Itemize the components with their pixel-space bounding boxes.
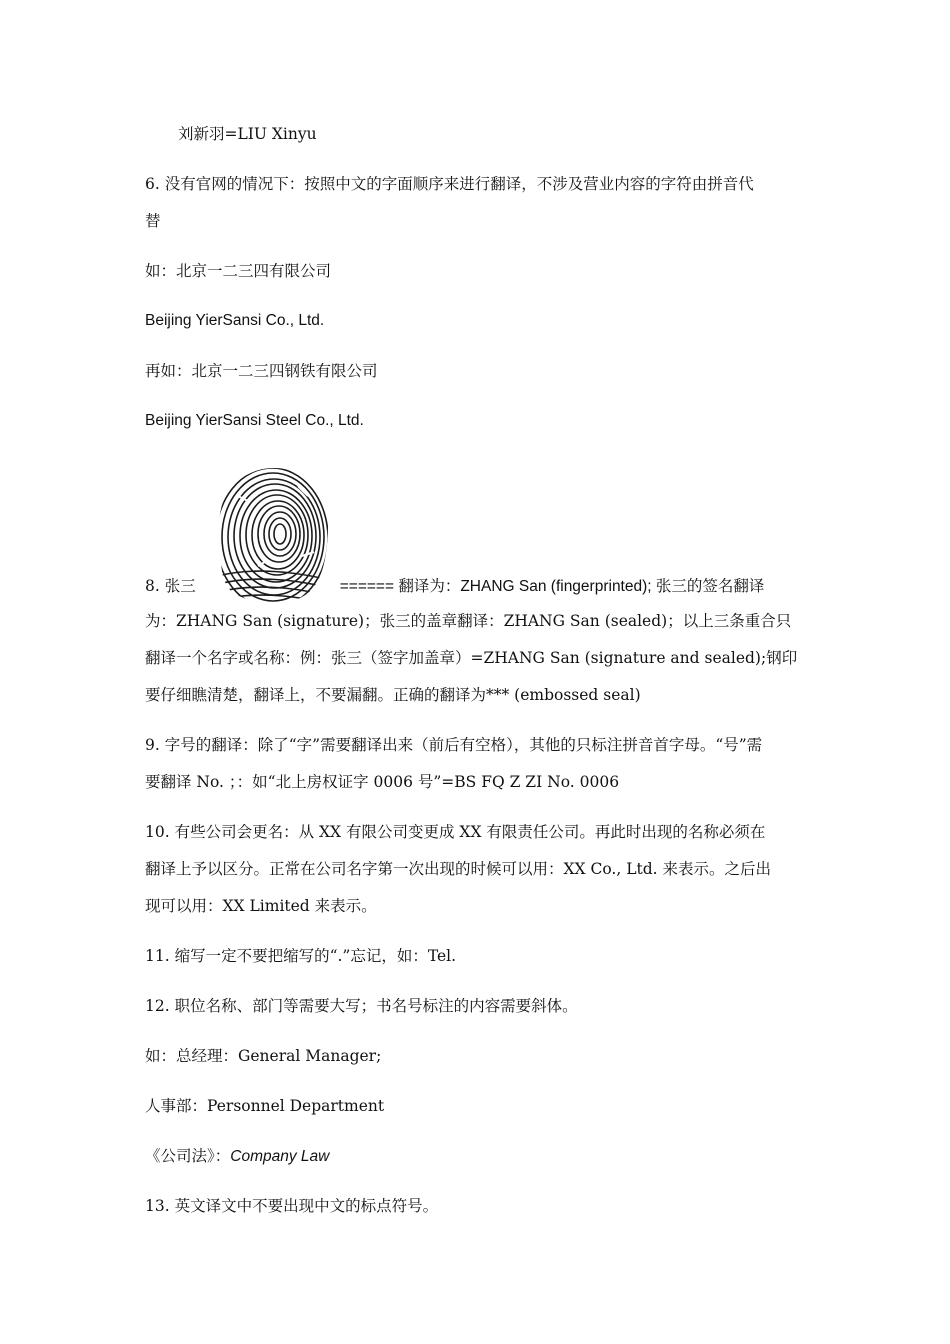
paragraph-line: 翻译一个名字或名称：例：张三（签字加盖章）=ZHANG San (signature and sealed);钢印: [145, 649, 798, 667]
paragraph-line: [145, 1146, 810, 1167]
paragraph-line: 9. 字号的翻译：除了“字”需要翻译出来（前后有空格），其他的只标注拼音首字母。“号”需: [145, 736, 763, 754]
paragraph-line: 替: [145, 212, 161, 230]
paragraph-line: 10. 有些公司会更名：从 XX 有限公司变更成 XX 有限责任公司。再此时出现的名称必须在: [145, 823, 766, 841]
paragraph-line: 如：总经理：General Manager;: [145, 1047, 382, 1065]
paragraph-line: 再如：北京一二三四钢铁有限公司: [145, 362, 378, 380]
paragraph-line: 要仔细瞧清楚，翻译上，不要漏翻。正确的翻译为*** (embossed seal): [145, 686, 641, 704]
paragraph-line: 13. 英文译文中不要出现中文的标点符号。: [145, 1197, 439, 1215]
item-8-label: 8. 张三: [145, 577, 196, 595]
paragraph-line: 为：ZHANG San (signature)；张三的盖章翻译：ZHANG San (sealed)；以上三条重合只: [145, 612, 792, 630]
paragraph-line: Beijing YierSansi Co., Ltd.: [145, 312, 325, 329]
paragraph-line: 12. 职位名称、部门等需要大写；书名号标注的内容需要斜体。: [145, 997, 578, 1015]
paragraph-line: 翻译上予以区分。正常在公司名字第一次出现的时候可以用：XX Co., Ltd. 来表示。之后出: [145, 860, 771, 878]
paragraph-line: 11. 缩写一定不要把缩写的“.”忘记，如：Tel.: [145, 947, 457, 965]
paragraph-line: 如：北京一二三四有限公司: [145, 262, 332, 280]
book-title-label: 《公司法》：: [145, 1147, 231, 1165]
paragraph-line: Beijing YierSansi Steel Co., Ltd.: [145, 412, 364, 429]
paragraph-line: 人事部：Personnel Department: [145, 1097, 385, 1115]
paragraph-line: 现可以用：XX Limited 来表示。: [145, 897, 377, 915]
paragraph-line: 刘新羽=LIU Xinyu: [178, 125, 317, 143]
item-8-text: ====== 翻译为：ZHANG San (fingerprinted); 张三的签名翻译: [339, 578, 765, 595]
paragraph-line: 6. 没有官网的情况下：按照中文的字面顺序来进行翻译，不涉及营业内容的字符由拼音代: [145, 175, 754, 193]
paragraph-line: 要翻译 No. ；：如“北上房权证字 0006 号”=BS FQ Z ZI No. 0006: [145, 773, 620, 791]
paragraph-line: [145, 576, 810, 597]
book-title-translation: Company Law: [230, 1148, 330, 1165]
